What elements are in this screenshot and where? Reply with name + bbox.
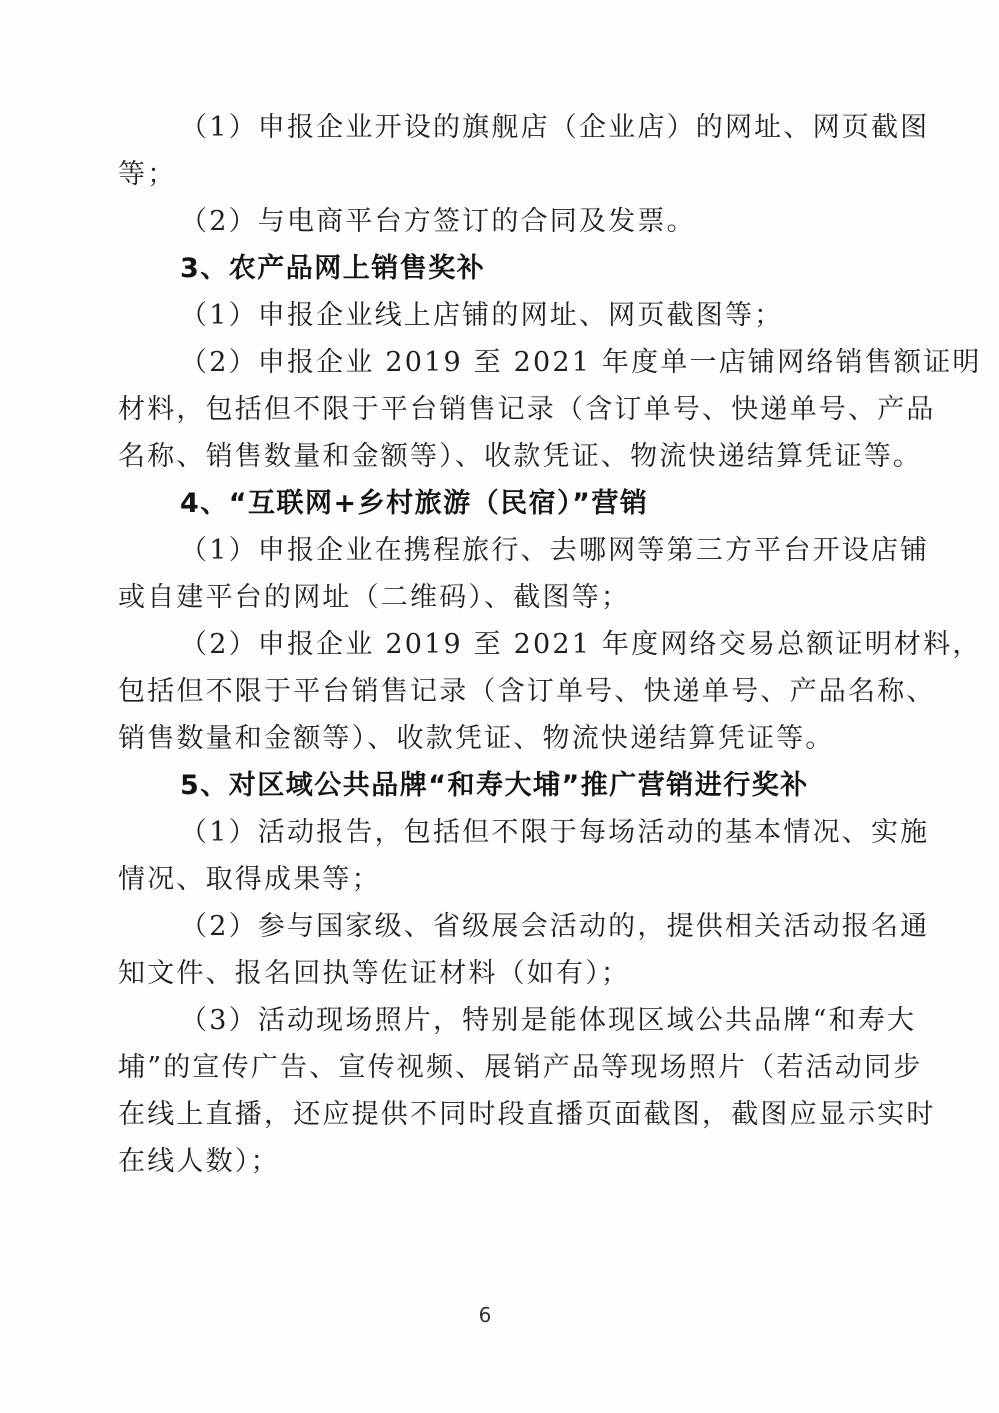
paragraph-line: （2）申报企业 2019 至 2021 年度单一店铺网络销售额证明 <box>180 347 982 378</box>
page-number: 6 <box>478 1303 492 1327</box>
paragraph-line: （1）申报企业线上店铺的网址、网页截图等； <box>180 300 784 331</box>
paragraph-line: 或自建平台的网址（二维码）、截图等； <box>118 582 631 613</box>
document-body <box>118 104 982 1185</box>
paragraph-line: 销售数量和金额等）、收款凭证、物流快递结算凭证等。 <box>118 723 835 754</box>
section-heading-5: 5、对区域公共品牌“和寿大埔”推广营销进行奖补 <box>180 770 809 801</box>
paragraph-line: （3）活动现场照片，特别是能体现区域公共品牌“和寿大 <box>180 1005 917 1036</box>
paragraph-line: 知文件、报名回执等佐证材料（如有）； <box>118 958 631 989</box>
paragraph-line: 等； <box>118 159 177 190</box>
paragraph-line: 包括但不限于平台销售记录（含订单号、快递单号、产品名称、 <box>118 676 936 707</box>
paragraph-line: （2）参与国家级、省级展会活动的，提供相关活动报名通 <box>180 911 930 942</box>
paragraph-line: 情况、取得成果等； <box>118 864 381 895</box>
paragraph-line: 在线人数）； <box>118 1146 280 1177</box>
paragraph-line: 材料，包括但不限于平台销售记录（含订单号、快递单号、产品 <box>118 394 936 425</box>
paragraph-line: （2）申报企业 2019 至 2021 年度网络交易总额证明材料， <box>180 629 982 660</box>
paragraph-line: （1）申报企业在携程旅行、去哪网等第三方平台开设店铺 <box>180 535 930 566</box>
paragraph-line: （1）活动报告，包括但不限于每场活动的基本情况、实施 <box>180 817 930 848</box>
section-heading-4: 4、“互联网+乡村旅游（民宿）”营销 <box>180 488 649 519</box>
paragraph-line: （1）申报企业开设的旗舰店（企业店）的网址、网页截图 <box>180 112 930 143</box>
section-heading-3: 3、农产品网上销售奖补 <box>180 253 486 284</box>
paragraph-line: 埔”的宣传广告、宣传视频、展销产品等现场照片（若活动同步 <box>118 1052 923 1083</box>
paragraph-line: 在线上直播，还应提供不同时段直播页面截图，截图应显示实时 <box>118 1099 936 1130</box>
paragraph-line: （2）与电商平台方签订的合同及发票。 <box>180 206 696 237</box>
paragraph-line: 名称、销售数量和金额等）、收款凭证、物流快递结算凭证等。 <box>118 441 923 472</box>
